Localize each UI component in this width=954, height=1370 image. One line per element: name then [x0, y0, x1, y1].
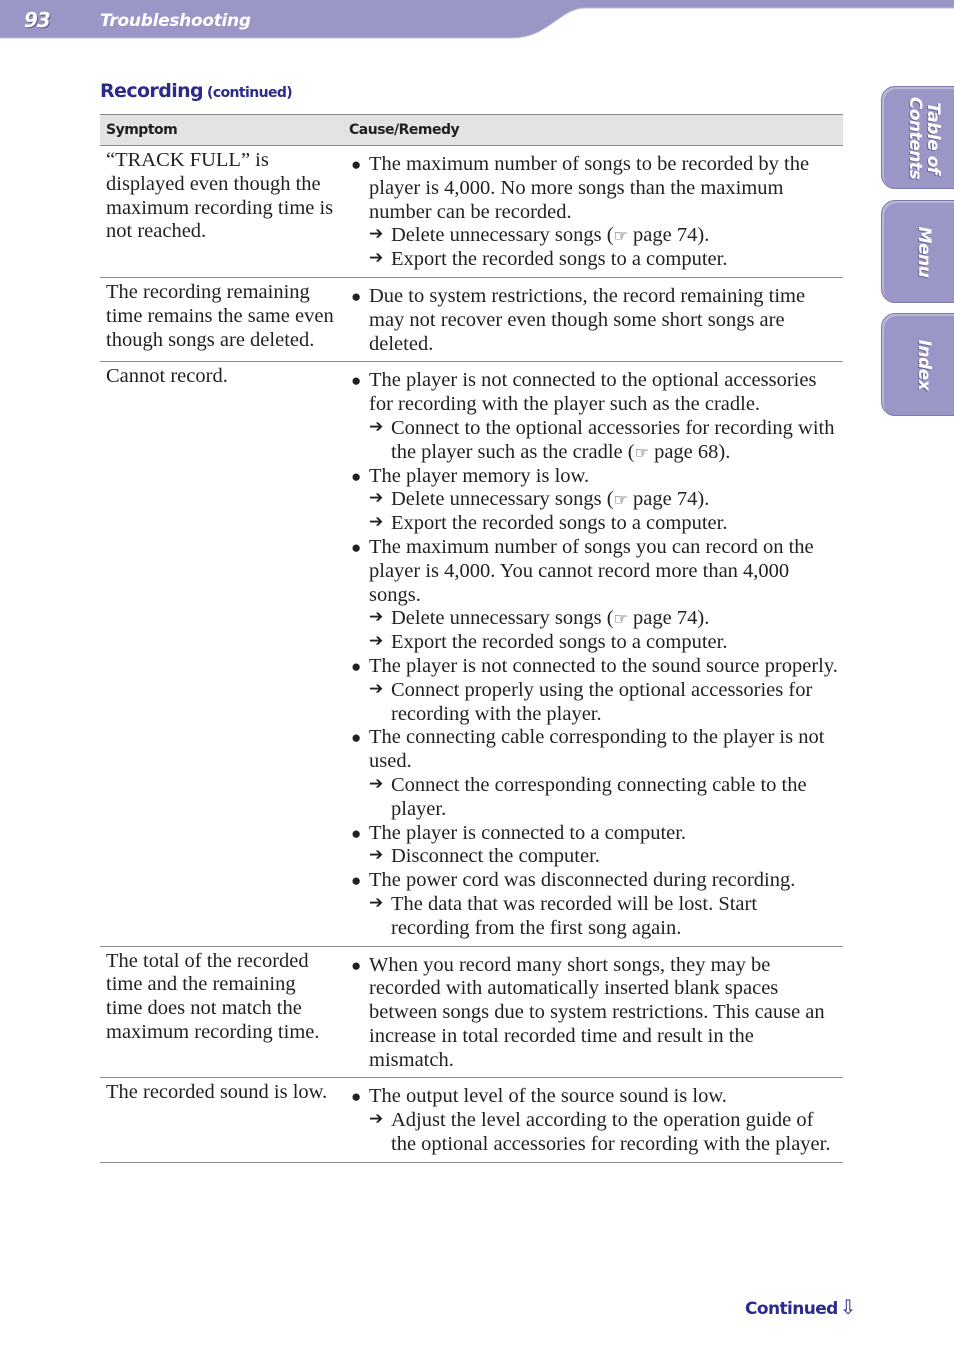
remedy-item — [350, 893, 839, 941]
remedy-item — [350, 417, 839, 465]
page-reference-link[interactable]: page 74 — [633, 224, 698, 247]
table-row — [100, 146, 843, 278]
column-header-symptom: Symptom — [100, 115, 343, 146]
column-header-cause: Cause/Remedy — [343, 115, 843, 146]
cause-text: The output level of the source sound is low. — [369, 1085, 727, 1108]
arrow-right-icon: ➔ — [369, 773, 384, 794]
cause-item — [350, 954, 839, 1073]
cause-text: The power cord was disconnected during recording. — [369, 869, 796, 892]
page-reference-icon: ☞ — [613, 226, 628, 246]
arrow-right-icon: ➔ — [369, 488, 384, 509]
bullet-icon: ● — [351, 871, 362, 891]
symptom-cell: The recording remaining time remains the same even though songs are deleted. — [100, 277, 343, 361]
page-reference-link[interactable]: page 74 — [633, 607, 698, 630]
remedy-text: Connect properly using the optional accessories for recording with the player. — [391, 678, 813, 725]
table-row — [100, 946, 843, 1078]
remedy-item — [350, 845, 839, 869]
bullet-icon: ● — [351, 371, 362, 391]
cause-remedy-cell — [343, 946, 843, 1078]
cause-text: The connecting cable corresponding to the player is not used. — [369, 726, 825, 773]
tab-index[interactable] — [881, 313, 954, 416]
arrow-right-icon: ➔ — [369, 845, 384, 866]
troubleshooting-table — [100, 114, 843, 1163]
page-reference-link[interactable]: page 68 — [654, 440, 719, 463]
tab-label-index: Index — [914, 339, 934, 390]
bullet-icon: ● — [351, 656, 362, 676]
cause-text: The player is not connected to the sound source properly. — [369, 654, 838, 677]
tab-label-table-of-contents — [906, 96, 942, 178]
remedy-text: Delete unnecessary songs ( — [391, 488, 614, 511]
cause-item — [350, 869, 839, 893]
tab-table-of-contents[interactable] — [881, 86, 954, 189]
remedy-item — [350, 512, 839, 536]
arrow-right-icon: ➔ — [369, 224, 384, 245]
arrow-right-icon: ➔ — [369, 678, 384, 699]
cause-remedy-cell — [343, 146, 843, 278]
arrow-right-icon: ➔ — [369, 512, 384, 533]
symptom-cell: The total of the recorded time and the remaining time does not match the maximum recording time. — [100, 946, 343, 1078]
cause-remedy-cell — [343, 362, 843, 946]
cause-remedy-cell — [343, 277, 843, 361]
remedy-item — [350, 607, 839, 631]
cause-text: The player memory is low. — [369, 464, 590, 487]
section-title — [100, 80, 292, 102]
page-number: 93 — [24, 8, 50, 32]
cause-text: When you record many short songs, they may be recorded with automatically inserted blank spaces between songs due to system restrictions. This cause an increase in total recorded time and result in the mismatch. — [369, 953, 825, 1071]
remedy-text-end: ). — [718, 440, 731, 463]
cause-text: The player is not connected to the optional accessories for recording with the player such as the cradle. — [369, 369, 817, 416]
cause-text: The maximum number of songs you can record on the player is 4,000. You cannot record more than 4,000 songs. — [369, 535, 814, 606]
bullet-icon: ● — [351, 823, 362, 843]
section-title-continued: (continued) — [207, 85, 293, 101]
remedy-item — [350, 1109, 839, 1157]
arrow-right-icon: ➔ — [369, 631, 384, 652]
remedy-item — [350, 224, 839, 248]
symptom-cell: “TRACK FULL” is displayed even though the maximum recording time is not reached. — [100, 146, 343, 278]
remedy-item — [350, 248, 839, 272]
down-arrow-icon: ⇩ — [839, 1295, 856, 1319]
bullet-icon: ● — [351, 155, 362, 174]
cause-text: Due to system restrictions, the record remaining time may not recover even though some short songs are deleted. — [369, 284, 806, 355]
bullet-icon: ● — [351, 728, 362, 748]
header-title: Troubleshooting — [100, 11, 251, 31]
continued-link[interactable] — [745, 1295, 856, 1319]
bullet-icon: ● — [351, 286, 362, 306]
remedy-text-end: ). — [697, 488, 710, 511]
cause-item — [350, 822, 839, 846]
bullet-icon: ● — [351, 955, 362, 975]
cause-item — [350, 536, 839, 607]
bullet-icon: ● — [351, 1087, 362, 1107]
bullet-icon: ● — [351, 537, 362, 557]
continued-label: Continued — [745, 1299, 838, 1319]
page-reference-icon: ☞ — [613, 490, 628, 510]
arrow-right-icon: ➔ — [369, 416, 384, 437]
remedy-text-end: ). — [697, 224, 710, 247]
remedy-text-end: ). — [697, 607, 710, 630]
symptom-cell: The recorded sound is low. — [100, 1078, 343, 1162]
remedy-text: Disconnect the computer. — [391, 845, 600, 868]
remedy-text: Export the recorded songs to a computer. — [391, 248, 728, 271]
table-body — [100, 146, 843, 1163]
table-header-row — [100, 115, 843, 146]
remedy-text: Delete unnecessary songs ( — [391, 224, 614, 247]
table-row — [100, 1078, 843, 1162]
arrow-right-icon: ➔ — [369, 607, 384, 628]
remedy-text: Connect the corresponding connecting cable to the player. — [391, 773, 807, 820]
arrow-right-icon: ➔ — [369, 1109, 384, 1130]
remedy-text: Adjust the level according to the operation guide of the optional accessories for recording with the player. — [391, 1109, 831, 1156]
arrow-right-icon: ➔ — [369, 892, 384, 913]
bullet-icon: ● — [351, 466, 362, 486]
table-row — [100, 362, 843, 946]
remedy-text: Export the recorded songs to a computer. — [391, 512, 728, 535]
remedy-text: Connect to the optional accessories for recording with the player such as the cradle ( — [391, 416, 835, 463]
cause-item — [350, 1085, 839, 1109]
remedy-item — [350, 774, 839, 822]
cause-remedy-cell — [343, 1078, 843, 1162]
cause-item — [350, 153, 839, 224]
table-row — [100, 277, 843, 361]
tab-label-line1: Table of — [923, 101, 943, 174]
cause-item — [350, 285, 839, 356]
arrow-right-icon: ➔ — [369, 248, 384, 269]
page-reference-icon: ☞ — [634, 442, 649, 462]
page-header — [0, 0, 954, 40]
cause-text: The player is connected to a computer. — [369, 821, 687, 844]
cause-text: The maximum number of songs to be recorded by the player is 4,000. No more songs than the maximum number can be recorded. — [369, 153, 810, 223]
symptom-cell: Cannot record. — [100, 362, 343, 946]
cause-item — [350, 465, 839, 489]
section-title-main: Recording — [100, 80, 204, 102]
remedy-text: The data that was recorded will be lost. Start recording from the first song again. — [391, 892, 758, 939]
tab-label-menu: Menu — [914, 226, 934, 277]
page-reference-icon: ☞ — [613, 609, 628, 629]
tab-label-line2: Contents — [905, 96, 925, 179]
cause-item — [350, 369, 839, 417]
remedy-text: Delete unnecessary songs ( — [391, 607, 614, 630]
remedy-text: Export the recorded songs to a computer. — [391, 631, 728, 654]
remedy-item — [350, 488, 839, 512]
remedy-item — [350, 631, 839, 655]
cause-item — [350, 726, 839, 774]
cause-item — [350, 655, 839, 679]
page-reference-link[interactable]: page 74 — [633, 488, 698, 511]
remedy-item — [350, 679, 839, 727]
tab-menu[interactable] — [881, 200, 954, 303]
